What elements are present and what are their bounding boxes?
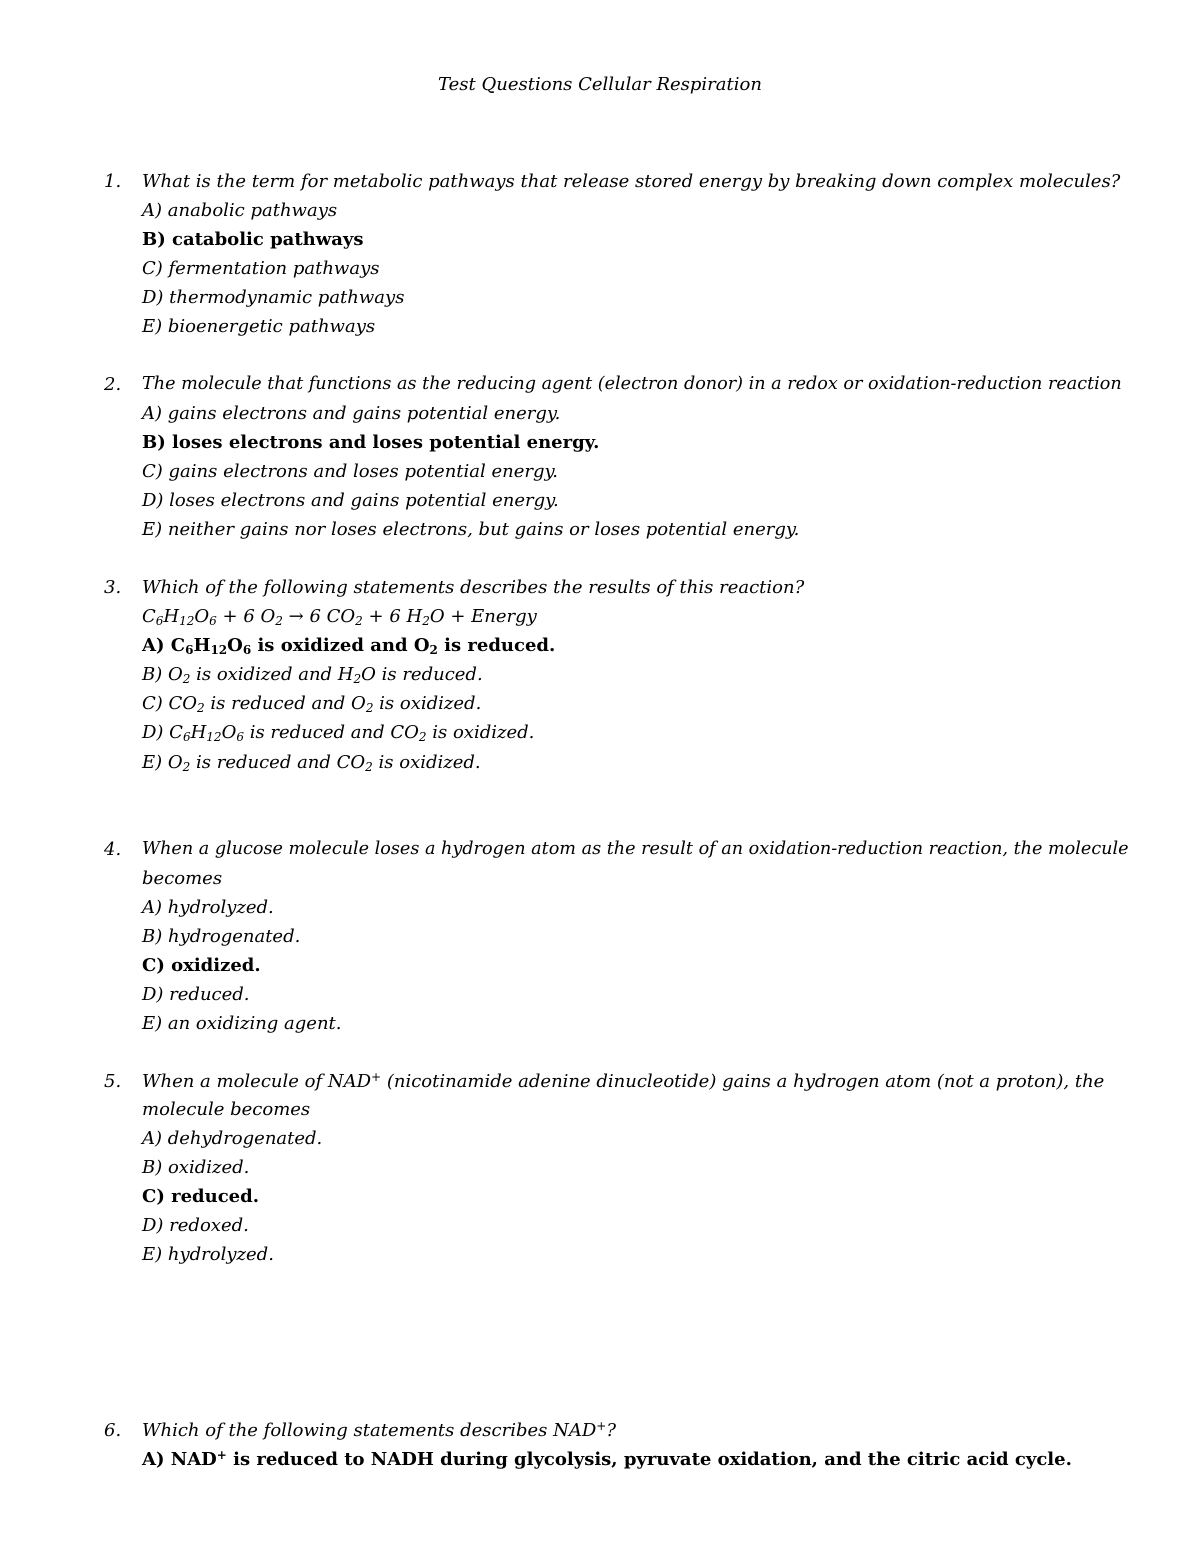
answer-option: A) gains electrons and gains potential energy.	[142, 403, 561, 424]
correct-answer-option: C) reduced.	[142, 1186, 259, 1207]
answer-option: D) reduced.	[142, 984, 250, 1005]
answer-option: D) loses electrons and gains potential energy.	[142, 490, 559, 511]
answer-option: C) $CO_2$ is reduced and $O_2$ is oxidized.	[142, 693, 482, 715]
answer-option: A) dehydrogenated.	[142, 1128, 323, 1149]
answer-option: E) hydrolyzed.	[142, 1244, 274, 1265]
correct-answer-option: B) catabolic pathways	[142, 229, 364, 250]
correct-answer-option: A) NAD+ is reduced to NADH during glycolysis, pyruvate oxidation, and the citric acid cycle.	[142, 1448, 1072, 1470]
question-number: 5.	[104, 1071, 122, 1092]
answer-option: D) $C_6H_{12}O_6$ is reduced and $CO_2$ is oxidized.	[142, 722, 535, 744]
question-stem: Which of the following statements describes the results of this reaction?	[142, 577, 805, 598]
answer-option: E) bioenergetic pathways	[142, 316, 376, 337]
question-stem: What is the term for metabolic pathways that release stored energy by breaking down complex molecules?	[142, 171, 1121, 192]
question-number: 6.	[104, 1420, 122, 1441]
question-number: 2.	[104, 374, 122, 395]
reaction-equation: $C_6H_{12}O_6 + 6$ $O_2 \to 6$ $CO_2 + 6$ $H_2O$ + Energy	[142, 606, 537, 628]
answer-option: A) hydrolyzed.	[142, 897, 274, 918]
question-stem: The molecule that functions as the reducing agent (electron donor) in a redox or oxidation-reduction reaction	[142, 374, 1122, 394]
answer-option: B) hydrogenated.	[142, 926, 301, 947]
question-stem-continued: molecule becomes	[142, 1099, 311, 1120]
answer-option: E) an oxidizing agent.	[142, 1013, 342, 1034]
answer-option: D) thermodynamic pathways	[142, 287, 405, 308]
answer-option: B) oxidized.	[142, 1157, 250, 1178]
answer-option: E) neither gains nor loses electrons, but gains or loses potential energy.	[142, 519, 800, 540]
question-stem-continued: becomes	[142, 868, 223, 889]
correct-answer-option: B) loses electrons and loses potential energy.	[142, 432, 600, 453]
answer-option: C) gains electrons and loses potential energy.	[142, 461, 559, 482]
answer-option: C) fermentation pathways	[142, 258, 380, 279]
question-stem: When a glucose molecule loses a hydrogen atom as the result of an oxidation-reduction reaction, the molecule	[142, 839, 1129, 859]
answer-option: E) $O_2$ is reduced and $CO_2$ is oxidized.	[142, 752, 481, 774]
question-number: 3.	[104, 577, 122, 598]
correct-answer-option: C) oxidized.	[142, 955, 261, 976]
question-number: 4.	[104, 839, 122, 860]
question-stem: Which of the following statements describes NAD+?	[142, 1419, 616, 1441]
question-number: 1.	[104, 171, 122, 192]
answer-option: B) $O_2$ is oxidized and $H_2O$ is reduced.	[142, 664, 483, 686]
answer-option: D) redoxed.	[142, 1215, 249, 1236]
answer-option: A) anabolic pathways	[142, 200, 338, 221]
question-stem: When a molecule of NAD+ (nicotinamide adenine dinucleotide) gains a hydrogen atom (not a proton), the	[142, 1070, 1105, 1092]
correct-answer-option: A) $C_6H_{12}O_6$ is oxidized and $O_2$ is reduced.	[142, 635, 556, 657]
page-title: Test Questions Cellular Respiration	[438, 74, 762, 95]
